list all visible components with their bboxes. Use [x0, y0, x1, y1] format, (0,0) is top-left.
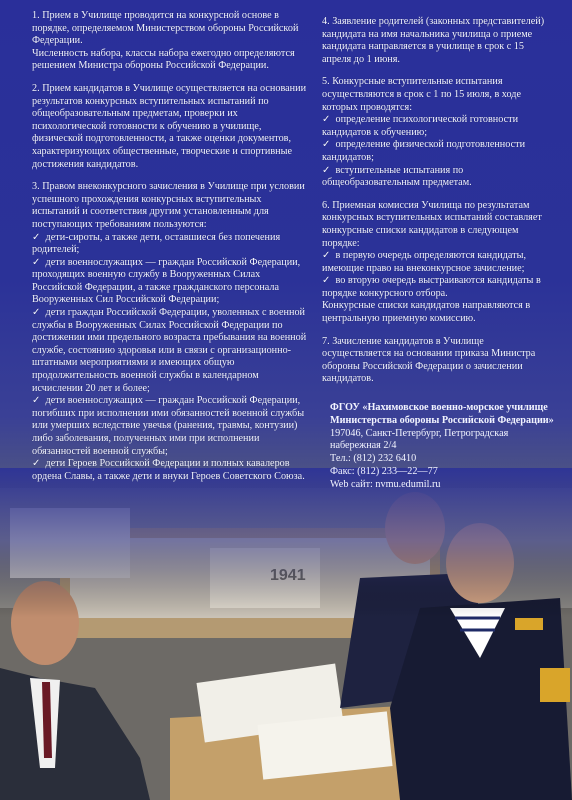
paragraph-1: 1. Прием в Училище проводится на конкурсной основе в порядке, определяемом Министерством обороны Российской Федерации.: [32, 10, 299, 47]
website[interactable]: Web сайт: nvmu.edumil.ru: [330, 478, 441, 490]
paragraph-7: 7. Зачисление кандидатов в Училище осуществляется на основании приказа Министра обороны Российской Федерации о зачислении кандидатов.: [322, 335, 536, 385]
list-item: ✓ определение физической подготовленности кандидатов;: [322, 139, 548, 164]
list-item: ✓ дети военнослужащих — граждан Российской Федерации, проходящих военную службу в Вооруженных Силах Российской Федерации, а также гражданского персонала Вооруженных Сил Российской Федерации;: [32, 257, 310, 307]
paragraph-3-block: [32, 181, 310, 483]
fax: Факс: (812) 233—22—77: [330, 465, 438, 477]
address-line-2: набережная 2/4: [330, 440, 397, 452]
left-column: [32, 10, 310, 483]
list-item: ✓ определение психологической готовности кандидатов к обучению;: [322, 114, 548, 139]
list-item: ✓ дети Героев Российской Федерации и полных кавалеров ордена Славы, а также дети и внуки Героев Советского Союза.: [32, 458, 310, 483]
paragraph-2: 2. Прием кандидатов в Училище осуществляется на основании результатов конкурсных вступительных испытаний по общеобразовательным предметам, проверки их психологической готовности к обучению в училище, физической подготовленности, а также оценки документов, характеризующих общественные, творческие и спортивные достижения кандидатов.: [32, 82, 307, 170]
list-item: ✓ дети-сироты, а также дети, оставшиеся без попечения родителей;: [32, 232, 310, 257]
paragraph-5-block: [322, 76, 548, 189]
list-item: ✓ дети граждан Российской Федерации, уволенных с военной службы в Вооруженных Силах Российской Федерации по достижении ими предельного возраста пребывания на военной службе, состоянию здоровья или в связи с организационно-штатными мероприятиями и имеющих общую продолжительность военной службы в календарном исчислении 20 лет и более;: [32, 307, 310, 395]
list-item: ✓ во вторую очередь выстраиваются кандидаты в порядке конкурсного отбора.: [322, 275, 548, 300]
paragraph-6: 6. Приемная комиссия Училища по результатам конкурсных вступительных испытаний составляет конкурсные списки кандидатов в следующем порядке:: [322, 199, 542, 249]
phone: Тел.: (812) 232 6410: [330, 453, 417, 465]
paragraph-6-block: [322, 200, 548, 326]
organization-name: ФГОУ «Нахимовское военно-морское училище Министерства обороны Российской Федерации»: [330, 402, 554, 426]
paragraph-5: 5. Конкурсные вступительные испытания осуществляются в срок с 1 по 15 июля, в ходе которых проводятся:: [322, 76, 522, 113]
list-item: ✓ дети военнослужащих — граждан Российской Федерации, погибших при исполнении ими обязанностей военной службы или умерших вследствие увечья (ранения, травмы, контузии) либо заболевания, полученных ими при исполнении обязанностей военной службы;: [32, 395, 310, 458]
paragraph-4: 4. Заявление родителей (законных представителей) кандидата на имя начальника училища о приеме кандидата направляется в училище в срок с 15 апреля до 1 июня.: [322, 16, 545, 65]
list-item: ✓ вступительные испытания по общеобразовательным предметам.: [322, 165, 548, 190]
paragraph-3: 3. Правом внеконкурсного зачисления в Училище при условии успешного прохождения конкурсных вступительных испытаний и соответствия другим установленным для поступающих требованиям пользуются:: [32, 181, 305, 230]
right-column: [322, 16, 548, 396]
paragraph-6b: Конкурсные списки кандидатов направляются в центральную приемную комиссию.: [322, 300, 531, 325]
classroom-photo: [0, 465, 572, 800]
contacts-block: [330, 402, 560, 492]
paragraph-1b: Численность набора, классы набора ежегодно определяются решением Министра обороны Российской Федерации.: [32, 47, 295, 72]
list-item: ✓ в первую очередь определяются кандидаты, имеющие право на внеконкурсное зачисление;: [322, 250, 548, 275]
address-line-1: 197046, Санкт-Петербург, Петроградская: [330, 427, 509, 439]
